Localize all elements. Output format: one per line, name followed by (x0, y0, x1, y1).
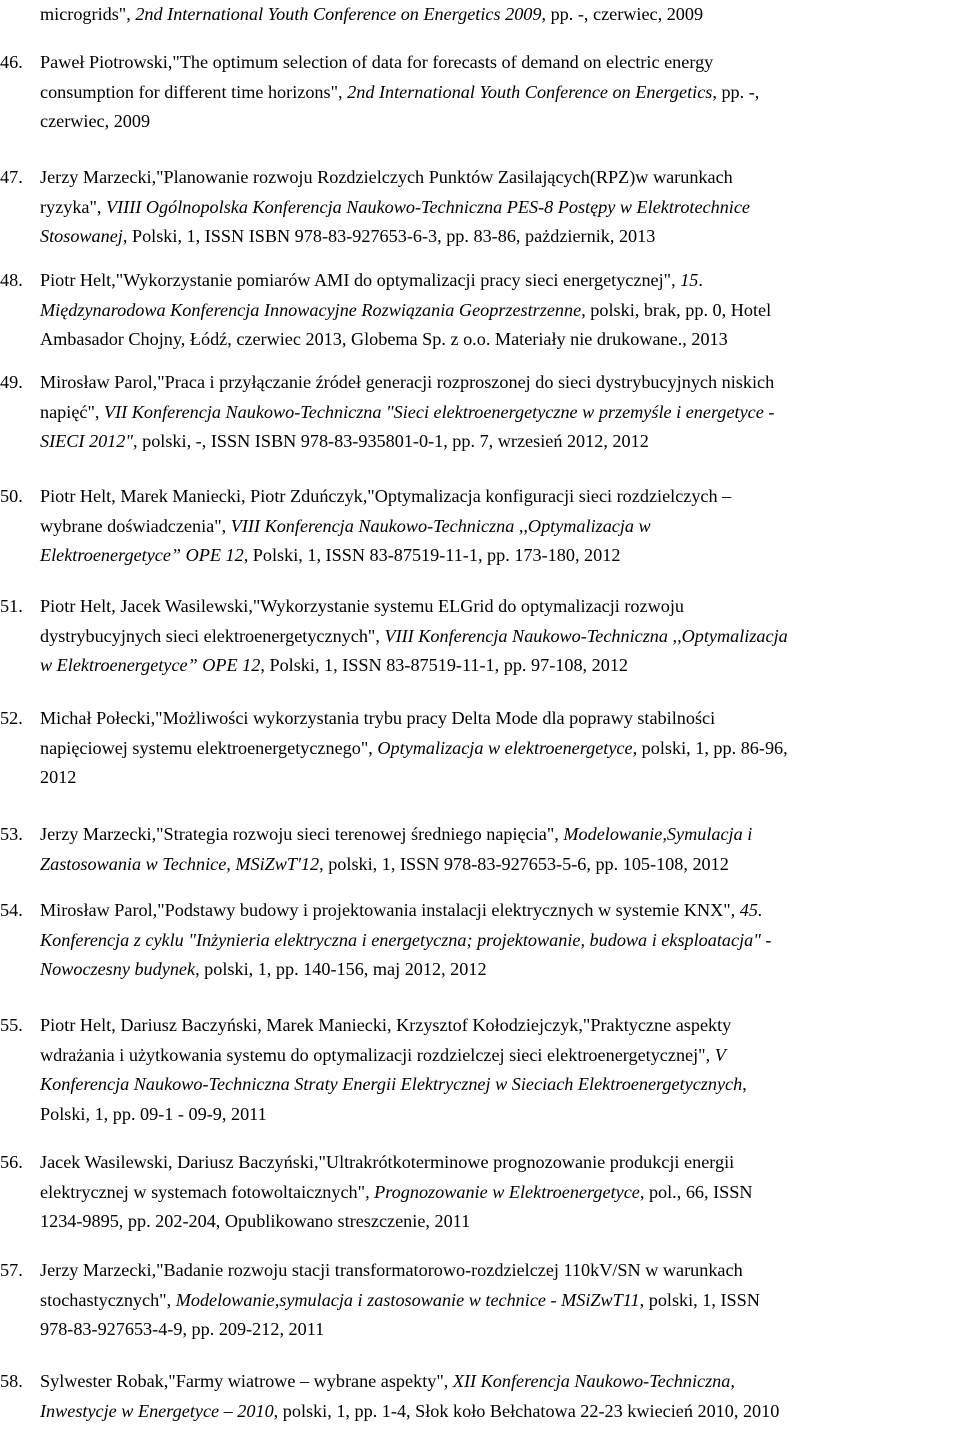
entry-line (40, 266, 958, 296)
entry-line (40, 1256, 958, 1286)
bibliography-entry (0, 0, 960, 30)
entry-line (40, 482, 958, 512)
entry-line (40, 296, 958, 326)
italic-segment: VIII Konferencja Naukowo-Techniczna ,,Optymalizacja (384, 625, 788, 646)
text-segment: 2012 (40, 767, 77, 787)
bibliography-entry (0, 266, 960, 355)
italic-segment: VII Konferencja Naukowo-Techniczna "Sieci elektroenergetyczne w przemyśle i energetyce - (103, 401, 775, 422)
entry-text (40, 704, 958, 793)
bibliography-entry (0, 1256, 960, 1345)
italic-segment: Prognozowanie w Elektroenergetyce (374, 1181, 640, 1202)
entry-line (40, 325, 958, 355)
bibliography-entry (0, 163, 960, 252)
text-segment: Paweł Piotrowski,"The optimum selection of data for forecasts of demand on electric energy (40, 52, 714, 72)
text-segment: microgrids", (40, 4, 136, 24)
entry-number: 46. (0, 52, 23, 72)
entry-line (40, 48, 958, 78)
text-segment: Ambasador Chojny, Łódź, czerwiec 2013, Globema Sp. z o.o. Materiały nie drukowane., 2013 (40, 329, 728, 349)
text-segment: Jerzy Marzecki,"Badanie rozwoju stacji transformatorowo-rozdzielczej 110kV/SN w warunkach (40, 1260, 743, 1280)
italic-segment: Konferencja z cyklu "Inżynieria elektryczna i energetyczna; projektowanie, budowa i eksploatacja" - (40, 929, 772, 950)
entry-number: 58. (0, 1371, 23, 1391)
text-segment: , polski, -, ISSN ISBN 978-83-935801-0-1, pp. 7, wrzesień 2012, 2012 (133, 431, 649, 451)
entry-line (40, 1367, 958, 1397)
text-segment: Piotr Helt, Marek Maniecki, Piotr Zduńczyk,"Optymalizacja konfiguracji sieci rozdzielczych – (40, 486, 732, 506)
entry-line (40, 222, 958, 252)
entry-text (40, 266, 958, 355)
text-segment: Mirosław Parol,"Praca i przyłączanie źródeł generacji rozproszonej do sieci dystrybucyjnych niskich (40, 372, 775, 392)
entry-line (40, 1286, 958, 1316)
entry-line (40, 1315, 958, 1345)
entry-text (40, 1011, 958, 1129)
text-segment: , pp. -, (712, 81, 760, 102)
italic-segment: Międzynarodowa Konferencja Innowacyjne Rozwiązania Geoprzestrzenne (40, 299, 582, 320)
entry-text (40, 368, 958, 457)
text-segment: Piotr Helt,"Wykorzystanie pomiarów AMI do optymalizacji pracy sieci energetycznej", (40, 270, 681, 290)
italic-segment: Inwestycje w Energetyce – 2010 (40, 1400, 274, 1421)
italic-segment: V (714, 1044, 726, 1065)
entry-text (40, 896, 958, 985)
entry-line (40, 704, 958, 734)
italic-segment: XII Konferencja Naukowo-Techniczna, (452, 1371, 735, 1391)
entry-number: 50. (0, 486, 23, 506)
entry-text (40, 163, 958, 252)
italic-segment: Konferencja Naukowo-Techniczna Straty Energii Elektrycznej w Sieciach Elektroenergetycznych (40, 1074, 743, 1094)
text-segment: dystrybucyjnych sieci elektroenergetycznych", (40, 625, 385, 646)
entry-line (40, 592, 958, 622)
entry-line (40, 1207, 958, 1237)
entry-line (40, 820, 958, 850)
entry-line (40, 1148, 958, 1178)
entry-line (40, 193, 958, 223)
italic-segment: Stosowanej (40, 226, 123, 246)
bibliography-entry (0, 1148, 960, 1237)
entry-line (40, 1397, 958, 1427)
text-segment: Jerzy Marzecki,"Planowanie rozwoju Rozdzielczych Punktów Zasilających(RPZ)w warunkach (40, 167, 733, 187)
text-segment: wybrane doświadczenia", (40, 515, 231, 536)
entry-text (40, 592, 958, 681)
bibliography-entry (0, 368, 960, 457)
entry-line (40, 398, 958, 428)
text-segment: , polski, 1, ISSN (639, 1289, 760, 1310)
bibliography-entry (0, 704, 960, 793)
entry-line (40, 163, 958, 193)
text-segment: stochastycznych", (40, 1289, 176, 1310)
italic-segment: Nowoczesny budynek (40, 959, 196, 979)
entry-line (40, 0, 958, 30)
text-segment: , polski, 1, ISSN 978-83-927653-5-6, pp. 105-108, 2012 (319, 853, 729, 874)
italic-segment: w Elektroenergetyce” OPE 12 (40, 655, 261, 675)
entry-line (40, 78, 958, 108)
entry-line (40, 1100, 958, 1130)
text-segment: , Polski, 1, ISSN ISBN 978-83-927653-6-3, pp. 83-86, pażdziernik, 2013 (122, 226, 656, 246)
entry-number: 49. (0, 372, 23, 392)
text-segment: Piotr Helt, Dariusz Baczyński, Marek Maniecki, Krzysztof Kołodziejczyk,"Praktyczne aspekty (40, 1015, 732, 1035)
entry-line (40, 1041, 958, 1071)
entry-line (40, 651, 958, 681)
entry-number: 54. (0, 900, 23, 920)
entry-text (40, 48, 958, 137)
entry-number: 51. (0, 596, 23, 616)
italic-segment: Zastosowania w Technice, MSiZwT'12 (40, 853, 320, 874)
bibliography-entry (0, 896, 960, 985)
italic-segment: SIECI 2012" (40, 431, 134, 451)
entry-line (40, 955, 958, 985)
text-segment: , pp. -, czerwiec, 2009 (541, 4, 704, 24)
bibliography-entry (0, 48, 960, 137)
entry-line (40, 368, 958, 398)
bibliography-entry (0, 1011, 960, 1129)
entry-number: 55. (0, 1015, 23, 1035)
entry-line (40, 1011, 958, 1041)
entry-line (40, 427, 958, 457)
italic-segment: 2nd International Youth Conference on Energetics (347, 81, 713, 102)
entry-text (40, 1148, 958, 1237)
entry-number: 53. (0, 824, 23, 844)
entry-text (40, 0, 958, 30)
text-segment: elektrycznej w systemach fotowoltaicznych", (40, 1181, 375, 1202)
entry-line (40, 896, 958, 926)
entry-text (40, 820, 958, 879)
text-segment: Piotr Helt, Jacek Wasilewski,"Wykorzystanie systemu ELGrid do optymalizacji rozwoju (40, 596, 684, 616)
text-segment: napięciowej systemu elektroenergetycznego", (40, 737, 378, 758)
italic-segment: Modelowanie,Symulacja i (563, 824, 753, 844)
text-segment: , Polski, 1, ISSN 83-87519-11-1, pp. 97-108, 2012 (260, 655, 629, 675)
entry-number: 52. (0, 708, 23, 728)
entry-line (40, 850, 958, 880)
italic-segment: VIII Konferencja Naukowo-Techniczna ,,Optymalizacja w (230, 515, 651, 536)
bibliography-entry (0, 482, 960, 571)
text-segment: wdrażania i użytkowania systemu do optymalizacji rozdzielczej sieci elektroenergetycznej", (40, 1044, 715, 1065)
text-segment: Jacek Wasilewski, Dariusz Baczyński,"Ultrakrótkoterminowe prognozowanie produkcji energii (40, 1152, 735, 1172)
entry-line (40, 1178, 958, 1208)
text-segment: 978-83-927653-4-9, pp. 209-212, 2011 (40, 1319, 325, 1339)
text-segment: Mirosław Parol,"Podstawy budowy i projektowania instalacji elektrycznych w systemie KNX", (40, 900, 740, 920)
text-segment: Jerzy Marzecki,"Strategia rozwoju sieci terenowej średniego napięcia", (40, 824, 564, 844)
italic-segment: 15 (680, 270, 699, 290)
entry-line (40, 734, 958, 764)
bibliography-entry (0, 820, 960, 879)
entry-number: 48. (0, 270, 23, 290)
entry-text (40, 482, 958, 571)
text-segment: Sylwester Robak,"Farmy wiatrowe – wybrane aspekty", (40, 1371, 453, 1391)
bibliography-entry (0, 1367, 960, 1426)
italic-segment: VIIII Ogólnopolska Konferencja Naukowo-Techniczna PES-8 Postępy w Elektrotechnice (106, 196, 751, 217)
text-segment: , polski, 1, pp. 1-4, Słok koło Bełchatowa 22-23 kwiecień 2010, 2010 (273, 1400, 780, 1421)
text-segment: . (698, 270, 703, 290)
text-segment: ryzyka", (40, 196, 107, 217)
entry-line (40, 1070, 958, 1100)
entry-line (40, 926, 958, 956)
text-segment: napięć", (40, 401, 104, 422)
entry-number: 47. (0, 167, 23, 187)
text-segment: czerwiec, 2009 (40, 111, 151, 131)
entry-number: 57. (0, 1260, 23, 1280)
text-segment: , polski, 1, pp. 140-156, maj 2012, 2012 (195, 959, 487, 979)
bibliography-entry (0, 592, 960, 681)
entry-text (40, 1367, 958, 1426)
text-segment: Michał Połecki,"Możliwości wykorzystania trybu pracy Delta Mode dla poprawy stabilności (40, 708, 716, 728)
italic-segment: Modelowanie,symulacja i zastosowanie w technice - MSiZwT11 (175, 1289, 640, 1310)
text-segment: consumption for different time horizons", (40, 81, 348, 102)
italic-segment: Optymalizacja w elektroenergetyce (377, 737, 633, 758)
italic-segment: 45. (739, 900, 763, 920)
text-segment: , (742, 1074, 747, 1094)
entry-line (40, 622, 958, 652)
text-segment: 1234-9895, pp. 202-204, Opublikowano streszczenie, 2011 (40, 1211, 471, 1231)
entry-line (40, 512, 958, 542)
italic-segment: 2nd International Youth Conference on Energetics 2009 (135, 4, 542, 24)
entry-line (40, 107, 958, 137)
entry-text (40, 1256, 958, 1345)
text-segment: , polski, 1, pp. 86-96, (632, 737, 788, 758)
entry-line (40, 763, 958, 793)
entry-line (40, 541, 958, 571)
text-segment: Polski, 1, pp. 09-1 - 09-9, 2011 (40, 1103, 267, 1124)
entry-number: 56. (0, 1152, 23, 1172)
text-segment: , Polski, 1, ISSN 83-87519-11-1, pp. 173-180, 2012 (243, 545, 621, 565)
text-segment: , pol., 66, ISSN (639, 1181, 753, 1202)
italic-segment: Elektroenergetyce” OPE 12 (40, 545, 244, 565)
text-segment: , polski, brak, pp. 0, Hotel (581, 299, 772, 320)
